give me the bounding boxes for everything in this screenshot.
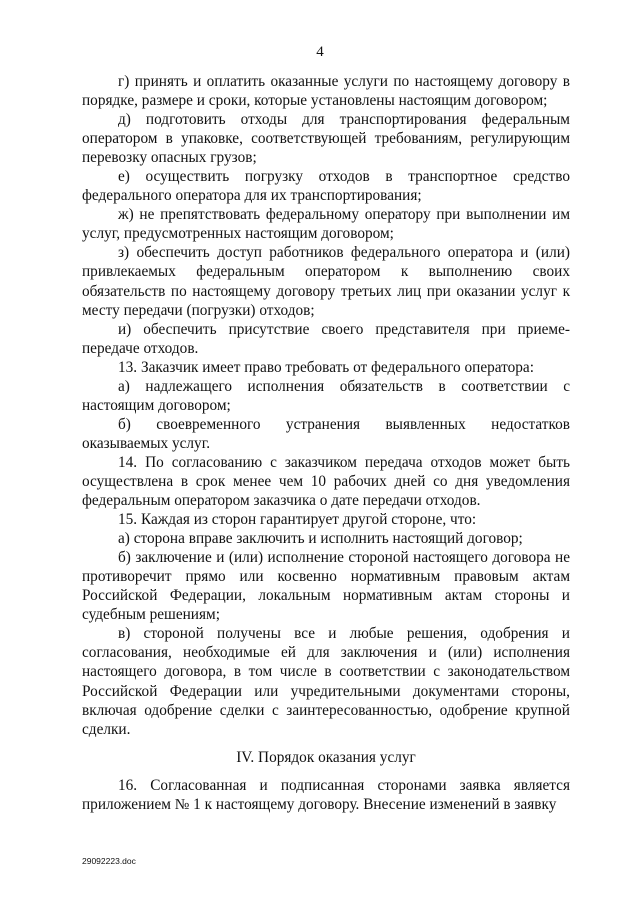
clause-15-v: в) стороной получены все и любые решения, одобрения и согласования, необходимые ей для заключения и (или) исполнения настоящего договора, в том числе в соответствии с законодательством Российской Федерации или учредительными документами стороны, включая одобрение сделки с заинтересованностью, одобрение крупной сделки. bbox=[82, 625, 570, 738]
page-number: 4 bbox=[316, 44, 324, 60]
clause-12-e: е) осуществить погрузку отходов в транспортное средство федерального оператора для их транспортирования; bbox=[82, 168, 570, 205]
clause-12-z: з) обеспечить доступ работников федерального оператора и (или) привлекаемых федеральным оператором к выполнению своих обязательств по настоящему договору третьих лиц при оказании услуг к месту передачи (погрузки) отходов; bbox=[82, 244, 570, 319]
document-body bbox=[82, 72, 570, 814]
clause-15-b: б) заключение и (или) исполнение стороной настоящего договора не противоречит прямо или косвенно нормативным правовым актам Российской Федерации, локальным нормативным актам стороны и судебным решениям; bbox=[82, 549, 570, 624]
section-heading-iv: IV. Порядок оказания услуг bbox=[236, 748, 416, 766]
clause-13-a: а) надлежащего исполнения обязательств в соответствии с настоящим договором; bbox=[82, 377, 570, 414]
clause-12-g: г) принять и оплатить оказанные услуги по настоящему договору в порядке, размере и сроки, которые установлены настоящим договором; bbox=[82, 73, 570, 110]
clause-13: 13. Заказчик имеет право требовать от федерального оператора: bbox=[118, 358, 534, 376]
clause-12-d: д) подготовить отходы для транспортирования федеральным оператором в упаковке, соответствующей требованиям, регулирующим перевозку опасных грузов; bbox=[82, 111, 570, 167]
footer-file-code: 29092223.doc bbox=[82, 856, 136, 866]
clause-13-b: б) своевременного устранения выявленных недостатков оказываемых услуг. bbox=[82, 415, 570, 452]
clause-14: 14. По согласованию с заказчиком передача отходов может быть осуществлена в срок менее чем 10 рабочих дней со дня уведомления федеральным оператором заказчика о дате передачи отходов. bbox=[82, 453, 570, 510]
clause-15: 15. Каждая из сторон гарантирует другой стороне, что: bbox=[118, 511, 477, 529]
clause-16: 16. Согласованная и подписанная сторонами заявка является приложением № 1 к настоящему договору. Внесение изменений в заявку bbox=[82, 776, 570, 813]
clause-12-i: и) обеспечить присутствие своего представителя при приеме-передаче отходов. bbox=[82, 320, 570, 357]
clause-12-zh: ж) не препятствовать федеральному оператору при выполнении им услуг, предусмотренных настоящим договором; bbox=[82, 206, 570, 243]
clause-15-a: а) сторона вправе заключить и исполнить настоящий договор; bbox=[118, 530, 523, 548]
